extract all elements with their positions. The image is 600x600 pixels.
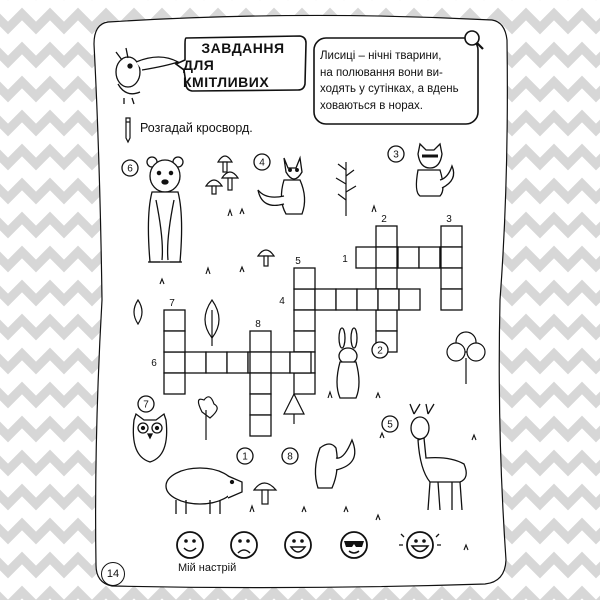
crossword-cell[interactable] <box>399 289 420 310</box>
crossword-clue-number: 6 <box>151 358 157 369</box>
crossword-cell[interactable] <box>441 247 462 268</box>
crossword-cell[interactable] <box>164 373 185 394</box>
crossword-instruction: Розгадай кросворд. <box>140 121 253 135</box>
animal-number-badge <box>282 448 298 464</box>
mood-label: Мій настрій <box>178 562 237 574</box>
fox-fact-line: ходять у сутінках, а вдень <box>320 83 459 95</box>
svg-text:3: 3 <box>393 149 399 161</box>
svg-text:4: 4 <box>259 157 265 169</box>
mood-sad-icon[interactable] <box>231 532 257 558</box>
task-title-line1: ЗАВДАННЯ <box>201 39 285 56</box>
fox-fact-line: ховаються в норах. <box>320 99 423 112</box>
crossword-cell[interactable] <box>378 289 399 310</box>
animal-number-badge <box>372 342 388 358</box>
crossword-cell[interactable] <box>290 352 311 373</box>
fox-fact <box>320 48 470 114</box>
crossword-cell[interactable] <box>376 310 397 331</box>
svg-text:1: 1 <box>242 451 248 463</box>
crossword-cell[interactable] <box>336 289 357 310</box>
crossword-cell[interactable] <box>441 268 462 289</box>
crossword-clue-number: 5 <box>295 256 301 267</box>
crossword-cell[interactable] <box>376 247 397 268</box>
crossword-clue-number: 2 <box>381 214 387 225</box>
task-title-line2: ДЛЯ КМІТЛИВИХ <box>183 56 270 90</box>
crossword-cell[interactable] <box>294 331 315 352</box>
crossword-cell[interactable] <box>250 394 271 415</box>
crossword-cell[interactable] <box>294 289 315 310</box>
crossword-cell[interactable] <box>250 352 271 373</box>
crossword-cell[interactable] <box>441 226 462 247</box>
crossword-cell[interactable] <box>376 226 397 247</box>
crossword-clue-number: 8 <box>255 319 261 330</box>
crossword-cell[interactable] <box>164 310 185 331</box>
svg-text:5: 5 <box>387 419 393 431</box>
crossword-cell[interactable] <box>294 268 315 289</box>
crossword-cell[interactable] <box>315 289 336 310</box>
crossword-cell[interactable] <box>269 352 290 373</box>
crossword-cell[interactable] <box>398 247 419 268</box>
crossword-cell[interactable] <box>250 373 271 394</box>
fox-fact-line: Лисиці – нічні тварини, <box>320 50 442 62</box>
animal-number-badge <box>388 146 404 162</box>
crossword-cell[interactable] <box>294 373 315 394</box>
crossword-cell[interactable] <box>419 247 440 268</box>
mood-happy-icon[interactable] <box>177 532 203 558</box>
crossword-cell[interactable] <box>356 247 377 268</box>
page-number: 14 <box>101 562 125 586</box>
crossword-cell[interactable] <box>164 352 185 373</box>
task-title <box>183 40 303 90</box>
crossword-cell[interactable] <box>164 331 185 352</box>
svg-text:2: 2 <box>377 345 383 357</box>
animal-number-badge <box>254 154 270 170</box>
crossword-cell[interactable] <box>206 352 227 373</box>
animal-number-badge <box>237 448 253 464</box>
crossword-clue-number: 7 <box>169 298 175 309</box>
crossword-cell[interactable] <box>185 352 206 373</box>
svg-text:8: 8 <box>287 451 293 463</box>
crossword-cell[interactable] <box>376 268 397 289</box>
crossword-cell[interactable] <box>357 289 378 310</box>
svg-text:7: 7 <box>143 399 149 411</box>
bear-icon <box>147 157 183 262</box>
crossword-clue-number: 1 <box>342 254 348 265</box>
crossword-cell[interactable] <box>294 310 315 331</box>
fox-fact-line: на полювання вони ви- <box>320 66 443 79</box>
animal-number-badge <box>138 396 154 412</box>
crossword-cell[interactable] <box>250 415 271 436</box>
crossword-cell[interactable] <box>227 352 248 373</box>
svg-text:6: 6 <box>127 163 133 175</box>
crossword-clue-number: 4 <box>279 296 285 307</box>
animal-number-badge <box>382 416 398 432</box>
crossword-cell[interactable] <box>250 331 271 352</box>
mood-cool-icon[interactable] <box>341 532 367 558</box>
animal-number-badge <box>122 160 138 176</box>
crossword-clue-number: 3 <box>446 214 452 225</box>
pencil-icon <box>126 118 130 142</box>
crossword-cell[interactable] <box>441 289 462 310</box>
mood-grinning-icon[interactable] <box>285 532 311 558</box>
